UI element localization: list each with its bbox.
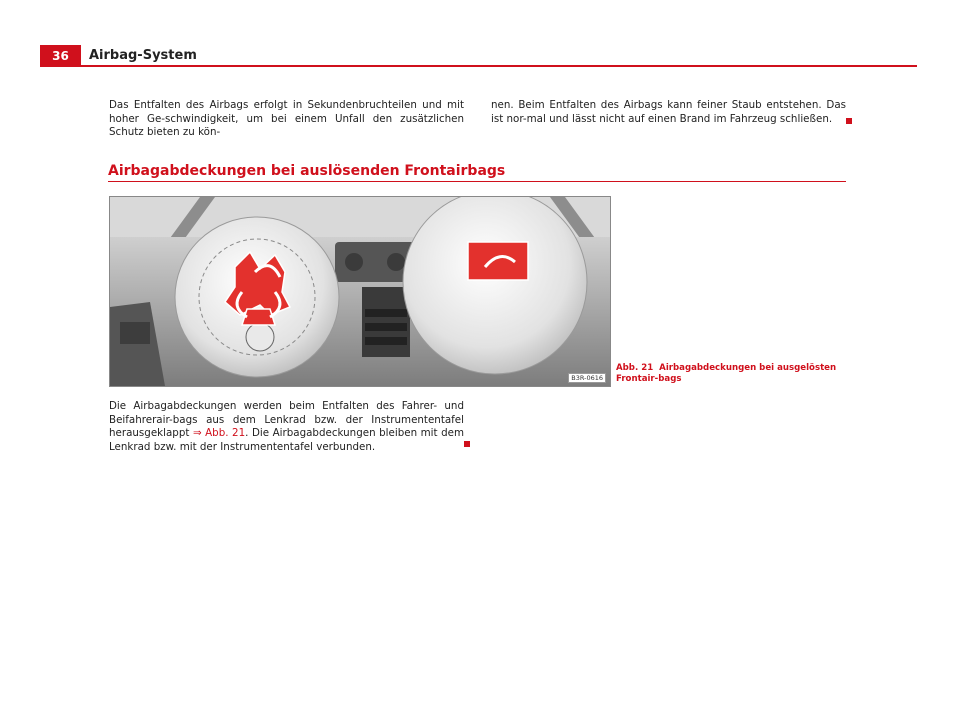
end-of-section-marker	[464, 441, 470, 447]
intro-paragraph-col2: nen. Beim Entfalten des Airbags kann feiner Staub entstehen. Das ist nor-mal und lässt nicht auf einen Brand im Fahrzeug schließen.	[491, 99, 846, 125]
body-text-before: Die Airbagabdeckungen werden beim Entfalten des Fahrer- und Beifahrerair-bags aus dem Lenkrad bzw. der Instrumententafel herausgeklappt	[109, 400, 464, 439]
page-header-title: Airbag-System	[89, 48, 197, 63]
intro-paragraph-col1: Das Entfalten des Airbags erfolgt in Sekundenbruchteilen und mit hoher Ge-schwindigkeit, um bei einem Unfall den zusätzlichen Schutz bieten zu kön-	[109, 99, 464, 138]
body-text-after: . Die Airbagabdeckungen bleiben mit dem Lenkrad bzw. mit der Instrumententafel verbunden.	[109, 427, 464, 453]
airbag-illustration-svg	[110, 197, 610, 386]
body-paragraph	[109, 400, 464, 454]
figure-code: B3R-0616	[568, 373, 606, 383]
figure-cross-reference-link[interactable]: ⇒ Abb. 21	[192, 427, 246, 439]
figure-caption	[616, 363, 846, 384]
figure-caption-label: Abb. 21	[616, 363, 654, 373]
end-of-section-marker	[846, 118, 852, 124]
section-title: Airbagabdeckungen bei auslösenden Frontairbags	[108, 163, 506, 179]
section-rule	[108, 181, 846, 182]
figure-caption-text: Airbagabdeckungen bei ausgelösten Frontair-bags	[616, 363, 837, 384]
page-number: 36	[40, 45, 81, 67]
airbag-illustration	[109, 196, 611, 387]
header-rule	[81, 65, 917, 67]
